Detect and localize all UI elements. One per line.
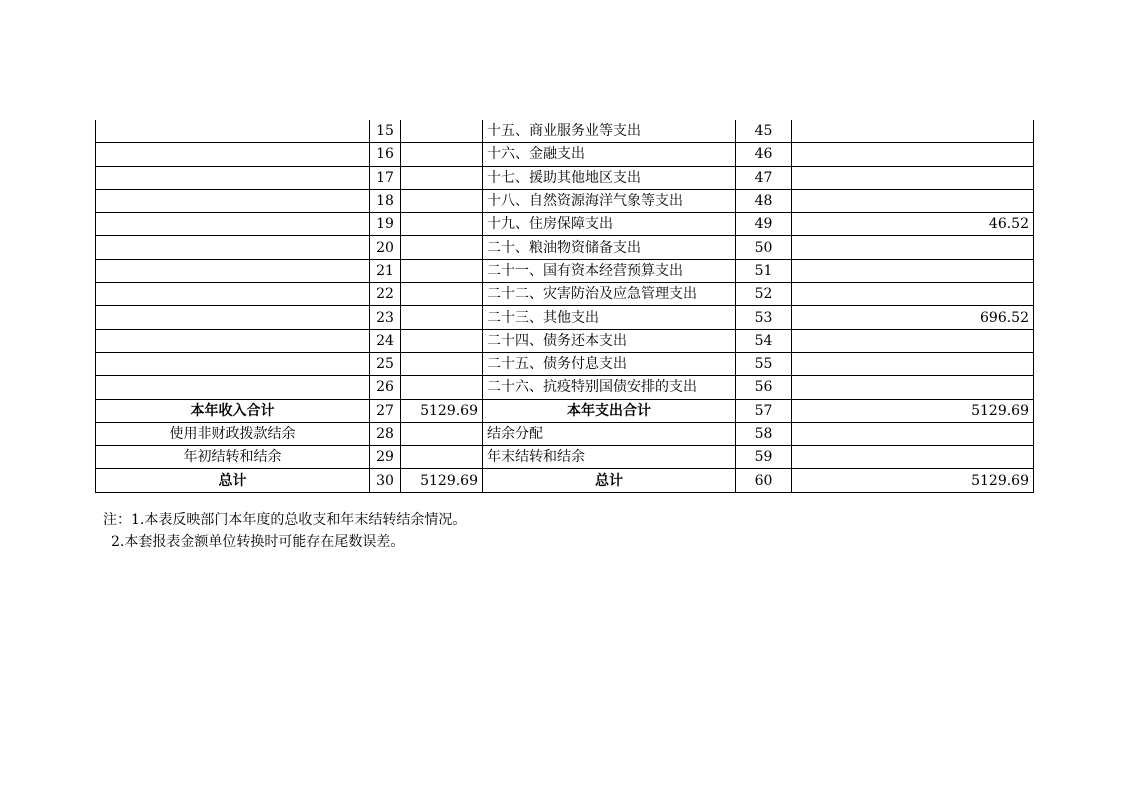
expense-item-label: 十九、住房保障支出 xyxy=(483,213,736,236)
table-row xyxy=(96,422,1034,445)
expense-row-number: 47 xyxy=(736,166,792,189)
income-item-label xyxy=(96,213,370,236)
expense-item-label: 二十、粮油物资储备支出 xyxy=(483,236,736,259)
table-notes xyxy=(103,509,466,553)
expense-amount xyxy=(792,446,1034,469)
table-row xyxy=(96,306,1034,329)
expense-row-number: 55 xyxy=(736,352,792,375)
income-item-label xyxy=(96,329,370,352)
income-amount xyxy=(401,166,483,189)
table-row xyxy=(96,446,1034,469)
income-row-number: 21 xyxy=(370,259,401,282)
year-end-carryover-label: 年末结转和结余 xyxy=(483,446,736,469)
expense-item-label: 二十一、国有资本经营预算支出 xyxy=(483,259,736,282)
expense-amount xyxy=(792,143,1034,166)
expense-row-number: 60 xyxy=(736,469,792,492)
income-row-number: 18 xyxy=(370,189,401,212)
note-line-2: 2.本套报表金额单位转换时可能存在尾数误差。 xyxy=(111,534,405,550)
income-amount xyxy=(401,283,483,306)
income-total-label: 本年收入合计 xyxy=(96,399,370,422)
expense-amount xyxy=(792,352,1034,375)
income-row-number: 26 xyxy=(370,376,401,399)
income-amount xyxy=(401,213,483,236)
income-amount xyxy=(401,329,483,352)
expense-row-number: 45 xyxy=(736,120,792,143)
expense-amount xyxy=(792,259,1034,282)
income-amount xyxy=(401,189,483,212)
expense-row-number: 52 xyxy=(736,283,792,306)
expense-amount xyxy=(792,283,1034,306)
balance-distribution-label: 结余分配 xyxy=(483,422,736,445)
income-row-number: 25 xyxy=(370,352,401,375)
expense-row-number: 56 xyxy=(736,376,792,399)
expense-row-number: 50 xyxy=(736,236,792,259)
table-row xyxy=(96,236,1034,259)
budget-table xyxy=(95,120,1034,493)
grand-total-expense-amount: 5129.69 xyxy=(792,469,1034,492)
income-row-number: 24 xyxy=(370,329,401,352)
expense-item-label: 二十四、债务还本支出 xyxy=(483,329,736,352)
grand-total-income-label: 总计 xyxy=(96,469,370,492)
grand-total-income-amount: 5129.69 xyxy=(401,469,483,492)
table-row xyxy=(96,166,1034,189)
income-amount xyxy=(401,120,483,143)
income-row-number: 20 xyxy=(370,236,401,259)
grand-total-expense-label: 总计 xyxy=(483,469,736,492)
expense-item-label: 十六、金融支出 xyxy=(483,143,736,166)
expense-total-label: 本年支出合计 xyxy=(483,399,736,422)
income-amount xyxy=(401,446,483,469)
income-item-label xyxy=(96,236,370,259)
income-item-label xyxy=(96,306,370,329)
income-row-number: 27 xyxy=(370,399,401,422)
income-item-label xyxy=(96,352,370,375)
table-row xyxy=(96,352,1034,375)
expense-row-number: 58 xyxy=(736,422,792,445)
expense-amount: 696.52 xyxy=(792,306,1034,329)
expense-item-label: 二十五、债务付息支出 xyxy=(483,352,736,375)
expense-item-label: 二十六、抗疫特别国债安排的支出 xyxy=(483,376,736,399)
expense-amount xyxy=(792,376,1034,399)
income-amount xyxy=(401,352,483,375)
expense-row-number: 51 xyxy=(736,259,792,282)
table-row xyxy=(96,143,1034,166)
income-item-label xyxy=(96,259,370,282)
expense-item-label: 十七、援助其他地区支出 xyxy=(483,166,736,189)
income-row-number: 19 xyxy=(370,213,401,236)
expense-amount xyxy=(792,236,1034,259)
expense-item-label: 二十三、其他支出 xyxy=(483,306,736,329)
income-row-number: 23 xyxy=(370,306,401,329)
income-amount xyxy=(401,259,483,282)
expense-amount xyxy=(792,329,1034,352)
income-row-number: 29 xyxy=(370,446,401,469)
income-item-label xyxy=(96,166,370,189)
table-row xyxy=(96,329,1034,352)
expense-amount xyxy=(792,422,1034,445)
table-row xyxy=(96,283,1034,306)
expense-item-label: 二十二、灾害防治及应急管理支出 xyxy=(483,283,736,306)
expense-row-number: 49 xyxy=(736,213,792,236)
income-row-number: 22 xyxy=(370,283,401,306)
total-row-income-expense xyxy=(96,399,1034,422)
expense-row-number: 54 xyxy=(736,329,792,352)
grand-total-row xyxy=(96,469,1034,492)
income-total-amount: 5129.69 xyxy=(401,399,483,422)
table-body xyxy=(96,120,1034,492)
income-row-number: 28 xyxy=(370,422,401,445)
income-row-number: 17 xyxy=(370,166,401,189)
expense-amount xyxy=(792,166,1034,189)
income-amount xyxy=(401,306,483,329)
expense-total-amount: 5129.69 xyxy=(792,399,1034,422)
income-row-number: 16 xyxy=(370,143,401,166)
income-amount xyxy=(401,376,483,399)
expense-amount: 46.52 xyxy=(792,213,1034,236)
expense-row-number: 59 xyxy=(736,446,792,469)
income-amount xyxy=(401,422,483,445)
income-row-number: 15 xyxy=(370,120,401,143)
table-row xyxy=(96,189,1034,212)
expense-amount xyxy=(792,189,1034,212)
income-item-label xyxy=(96,120,370,143)
income-amount xyxy=(401,143,483,166)
table-row xyxy=(96,213,1034,236)
expense-row-number: 53 xyxy=(736,306,792,329)
beginning-carryover-label: 年初结转和结余 xyxy=(96,446,370,469)
table-row xyxy=(96,120,1034,143)
expense-row-number: 46 xyxy=(736,143,792,166)
expense-amount xyxy=(792,120,1034,143)
expense-item-label: 十五、商业服务业等支出 xyxy=(483,120,736,143)
expense-row-number: 48 xyxy=(736,189,792,212)
income-row-number: 30 xyxy=(370,469,401,492)
income-item-label xyxy=(96,143,370,166)
expense-row-number: 57 xyxy=(736,399,792,422)
income-item-label xyxy=(96,376,370,399)
note-line-1: 注：1.本表反映部门本年度的总收支和年末结转结余情况。 xyxy=(103,512,467,528)
table-row xyxy=(96,259,1034,282)
expense-item-label: 十八、自然资源海洋气象等支出 xyxy=(483,189,736,212)
income-item-label xyxy=(96,283,370,306)
income-amount xyxy=(401,236,483,259)
income-item-label xyxy=(96,189,370,212)
table-row xyxy=(96,376,1034,399)
non-fiscal-balance-label: 使用非财政拨款结余 xyxy=(96,422,370,445)
